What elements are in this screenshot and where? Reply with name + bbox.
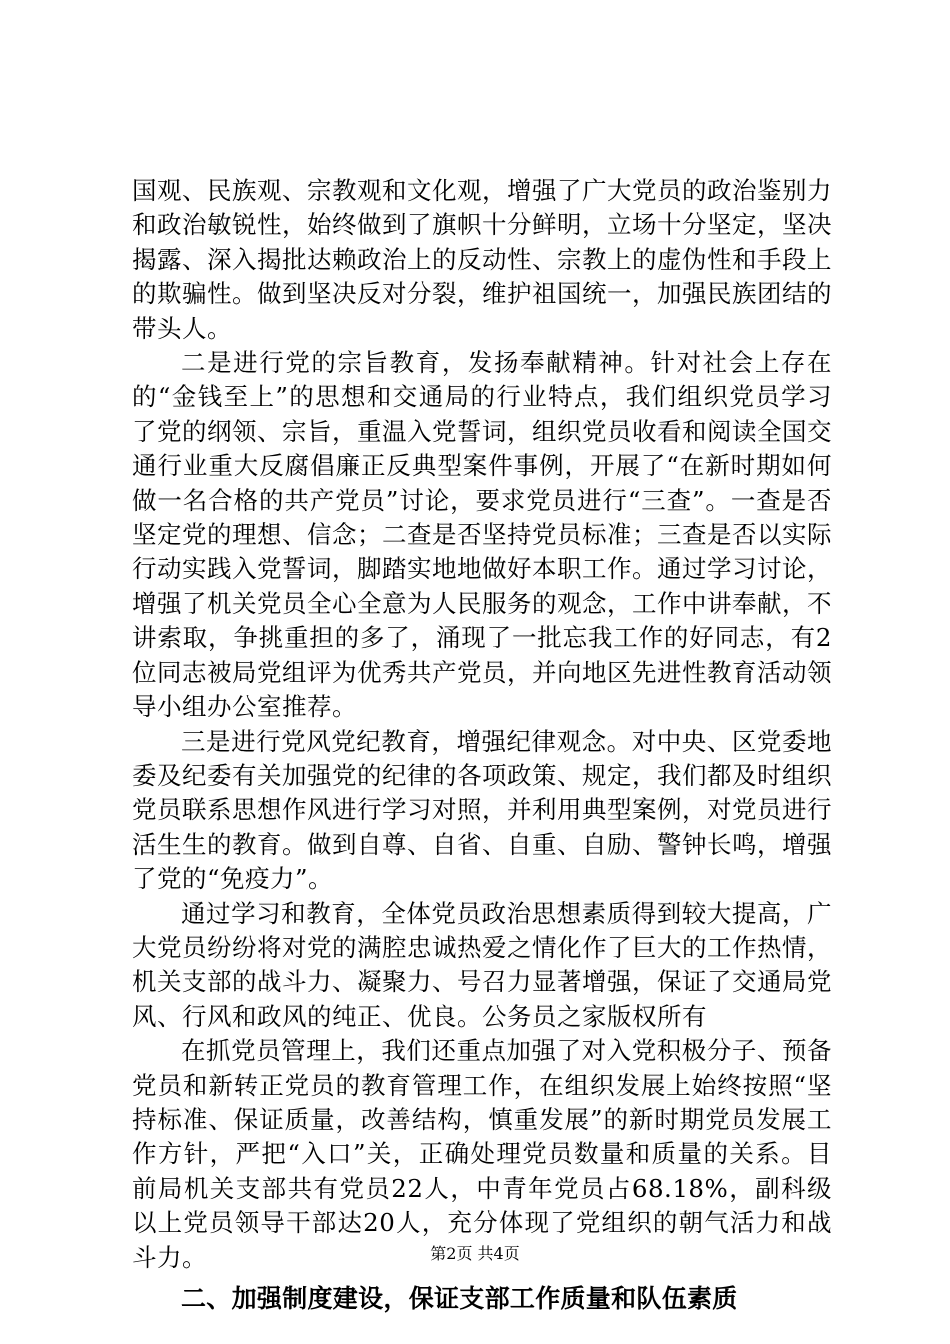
document-body (132, 174, 832, 1319)
section-heading: 二、加强制度建设，保证支部工作质量和队伍素质 (181, 1284, 738, 1313)
paragraph-purpose-education: 二是进行党的宗旨教育，发扬奉献精神。针对社会上存在的“金钱至上”的思想和交通局的行业特点，我们组织党员学习了党的纲领、宗旨，重温入党誓词，组织党员收看和阅读全国交通行业重大反腐倡廉正反典型案件事例，开展了“在新时期如何做一名合格的共产党员”讨论，要求党员进行“三查”。一查是否坚定党的理想、信念；二查是否坚持党员标准；三查是否以实际行动实践入党誓词，脚踏实地地做好本职工作。通过学习讨论，增强了机关党员全心全意为人民服务的观念，工作中讲奉献，不讲索取，争挑重担的多了，涌现了一批忘我工作的好同志，有2位同志被局党组评为优秀共产党员，并向地区先进性教育活动领导小组办公室推荐。 (132, 348, 832, 722)
paragraph-continuation: 国观、民族观、宗教观和文化观，增强了广大党员的政治鉴别力和政治敏锐性，始终做到了旗帜十分鲜明，立场十分坚定，坚决揭露、深入揭批达赖政治上的反动性、宗教上的虚伪性和手段上的欺骗性。做到坚决反对分裂，维护祖国统一，加强民族团结的带头人。 (132, 176, 832, 343)
paragraph-member-management: 在抓党员管理上，我们还重点加强了对入党积极分子、预备党员和新转正党员的教育管理工作，在组织发展上始终按照“坚持标准、保证质量，改善结构，慎重发展”的新时期党员发展工作方针，严把“入口”关，正确处理党员数量和质量的关系。目前局机关支部共有党员22人，中青年党员占68.18%，副科级以上党员领导干部达20人，充分体现了党组织的朝气活力和战斗力。 (132, 1036, 832, 1272)
page-number-footer: 第2页 共4页 (430, 1244, 520, 1263)
paragraph-education-results: 通过学习和教育，全体党员政治思想素质得到较大提高，广大党员纷纷将对党的满腔忠诚热爱之情化作了巨大的工作热情，机关支部的战斗力、凝聚力、号召力显著增强，保证了交通局党风、行风和政风的纯正、优良。公务员之家版权所有 (132, 898, 832, 1031)
paragraph-discipline-education: 三是进行党风党纪教育，增强纪律观念。对中央、区党委地委及纪委有关加强党的纪律的各项政策、规定，我们都及时组织党员联系思想作风进行学习对照，并利用典型案例，对党员进行活生生的教育。做到自尊、自省、自重、自励、警钟长鸣，增强了党的“免疫力”。 (132, 726, 832, 894)
